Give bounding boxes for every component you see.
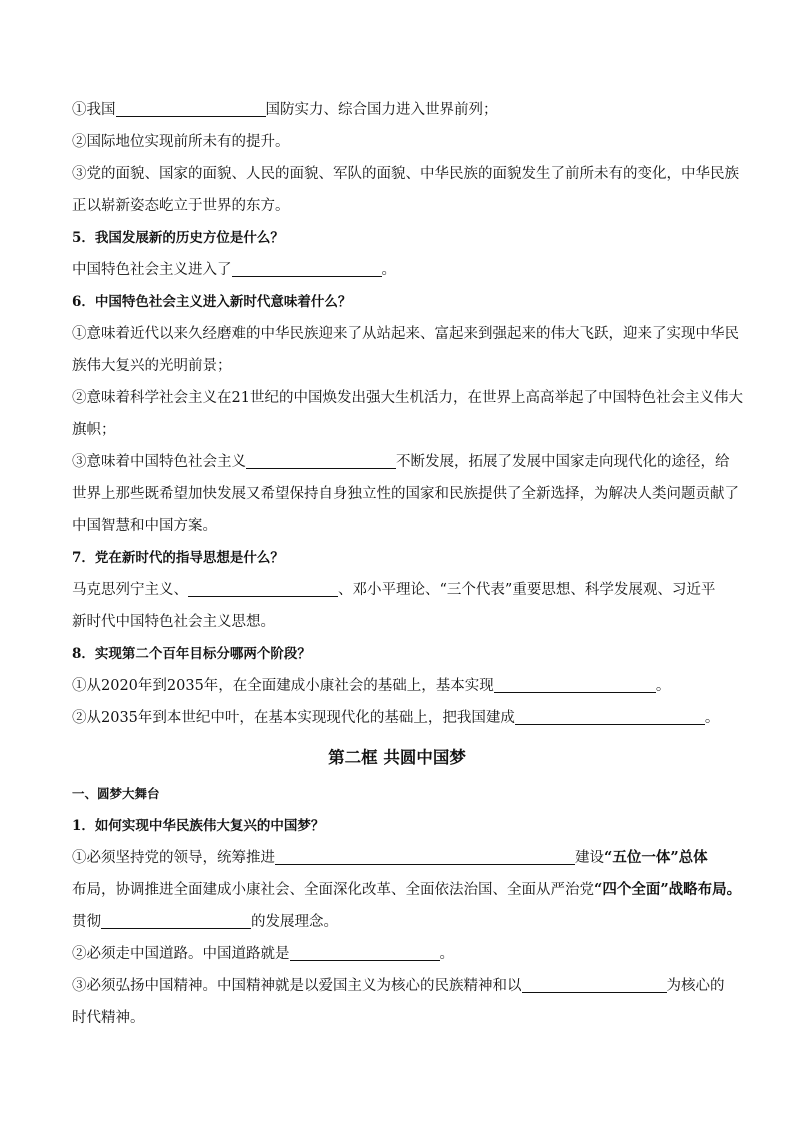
text-line: ③必须弘扬中国精神。中国精神就是以爱国主义为核心的民族精神和以 为核心的 bbox=[72, 978, 725, 994]
text-line: ②国际地位实现前所未有的提升。 bbox=[72, 134, 290, 150]
text-line: ①从2020年到2035年，在全面建成小康社会的基础上，基本实现 。 bbox=[72, 678, 671, 694]
text-line: ②从2035年到本世纪中叶，在基本实现现代化的基础上，把我国建成 。 bbox=[72, 710, 720, 726]
text-line: ②意味着科学社会主义在21世纪的中国焕发出强大生机活力，在世界上高高举起了中国特色社会主义伟大 bbox=[72, 390, 743, 406]
fill-blank[interactable] bbox=[101, 914, 251, 930]
fill-blank[interactable] bbox=[246, 454, 396, 470]
text-line: ①意味着近代以来久经磨难的中华民族迎来了从站起来、富起来到强起来的伟大飞跃，迎来了实现中华民 bbox=[72, 326, 739, 342]
fill-blank[interactable] bbox=[232, 262, 382, 278]
text-line: 旗帜； bbox=[72, 422, 116, 438]
text-line: 贯彻 的发展理念。 bbox=[72, 914, 338, 930]
question-7-title: 7．党在新时代的指导思想是什么？ bbox=[72, 550, 284, 566]
section-title: 第二框 共圆中国梦 bbox=[328, 748, 466, 767]
text-line: ③党的面貌、国家的面貌、人民的面貌、军队的面貌、中华民族的面貌发生了前所未有的变化，中华民族 bbox=[72, 166, 739, 182]
text-line: 中国智慧和中国方案。 bbox=[72, 518, 217, 534]
text-line: ①必须坚持党的领导，统筹推进 建设“五位一体”总体 bbox=[72, 849, 708, 866]
text-line: ①我国 国防实力、综合国力进入世界前列； bbox=[72, 102, 498, 118]
fill-blank[interactable] bbox=[494, 678, 656, 694]
fill-blank[interactable] bbox=[116, 102, 266, 118]
question-1-title: 1．如何实现中华民族伟大复兴的中国梦？ bbox=[72, 818, 325, 834]
fill-blank[interactable] bbox=[515, 710, 705, 726]
question-5-title: 5．我国发展新的历史方位是什么？ bbox=[72, 230, 284, 246]
text-line: 新时代中国特色社会主义思想。 bbox=[72, 614, 275, 630]
question-6-title: 6．中国特色社会主义进入新时代意味着什么？ bbox=[72, 294, 352, 310]
text-line: ②必须走中国道路。中国道路就是 。 bbox=[72, 946, 454, 962]
section-subheading: 一、圆梦大舞台 bbox=[72, 786, 160, 801]
text-line: 族伟大复兴的光明前景； bbox=[72, 358, 232, 374]
text-line: 时代精神。 bbox=[72, 1010, 145, 1026]
fill-blank[interactable] bbox=[522, 978, 667, 994]
text-line: 中国特色社会主义进入了 。 bbox=[72, 262, 396, 278]
text-line: 正以崭新姿态屹立于世界的东方。 bbox=[72, 198, 290, 214]
text-line: ③意味着中国特色社会主义 不断发展，拓展了发展中国家走向现代化的途径，给 bbox=[72, 454, 730, 470]
text-line: 马克思列宁主义、 、邓小平理论、“三个代表”重要思想、科学发展观、习近平 bbox=[72, 582, 716, 598]
text-line: 世界上那些既希望加快发展又希望保持自身独立性的国家和民族提供了全新选择，为解决人类问题贡献了 bbox=[72, 486, 739, 502]
fill-blank[interactable] bbox=[290, 946, 440, 962]
fill-blank[interactable] bbox=[188, 582, 338, 598]
fill-blank[interactable] bbox=[275, 850, 575, 866]
text-line: 布局，协调推进全面建成小康社会、全面深化改革、全面依法治国、全面从严治党“四个全面”战略布局。 bbox=[72, 881, 742, 898]
document-page bbox=[72, 94, 743, 1034]
question-8-title: 8．实现第二个百年目标分哪两个阶段？ bbox=[72, 646, 311, 662]
